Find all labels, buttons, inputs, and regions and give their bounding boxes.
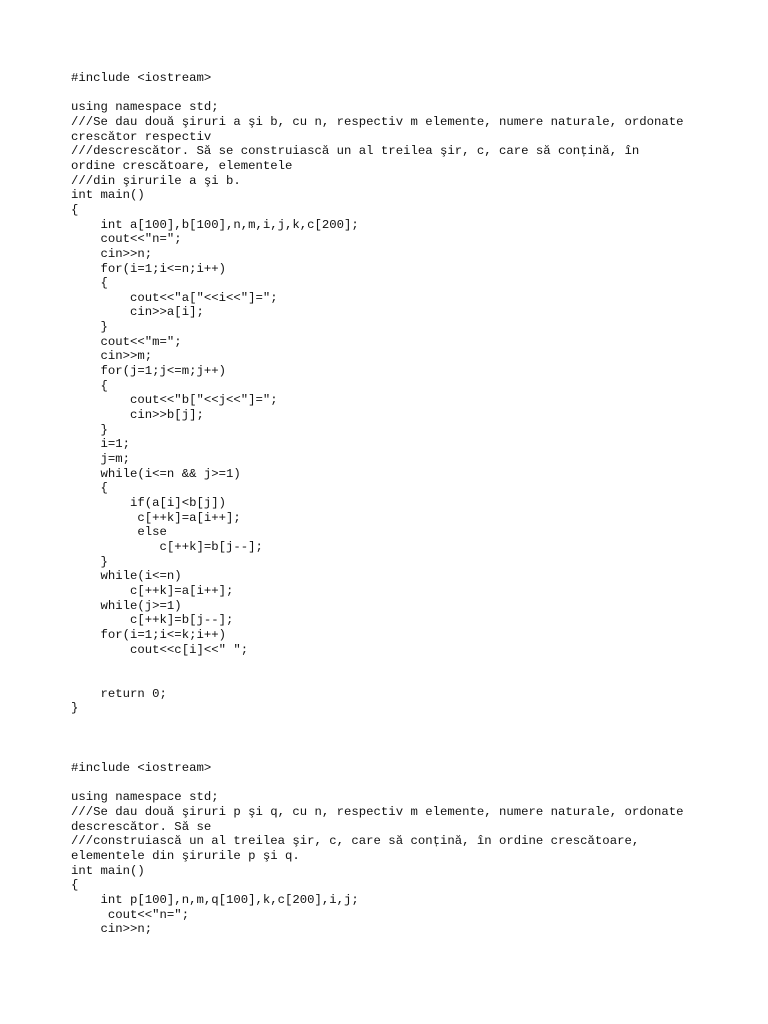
code-line: for(i=1;i<=k;i++) [71,627,226,642]
code-line: ordine crescătoare, elementele [71,158,293,173]
code-line: cout<<"a["<<i<<"]="; [71,290,278,305]
code-line: { [71,202,79,217]
code-line: } [71,422,108,437]
code-line: crescător respectiv [71,129,212,144]
code-line: { [71,878,79,893]
code-line: int a[100],b[100],n,m,i,j,k,c[200]; [71,217,359,232]
code-line: cin>>n; [71,246,153,261]
code-line: ///construiască un al treilea şir, c, care să conțină, în ordine crescătoare, [71,834,640,849]
code-line: c[++k]=a[i++]; [71,583,234,598]
code-block-1 [71,71,684,716]
code-line: if(a[i]<b[j]) [71,496,226,511]
code-line: for(i=1;i<=n;i++) [71,261,226,276]
code-line: ///Se dau două şiruri a şi b, cu n, respectiv m elemente, numere naturale, ordonate [71,114,684,129]
code-line: i=1; [71,437,131,452]
code-line: { [71,276,108,291]
code-line: int main() [71,863,145,878]
code-line: } [71,554,108,569]
code-line: else [71,525,167,540]
code-line: #include <iostream> [71,71,212,85]
code-line: ///descrescător. Să se construiască un al treilea şir, c, care să conțină, în [71,144,640,159]
code-line: } [71,320,108,335]
code-line: descrescător. Să se [71,819,212,834]
code-line: for(j=1;j<=m;j++) [71,364,226,379]
code-line: c[++k]=a[i++]; [71,510,241,525]
code-line: int p[100],n,m,q[100],k,c[200],i,j; [71,892,359,907]
code-line: j=m; [71,452,131,467]
code-line: cin>>n; [71,922,153,937]
code-line: { [71,378,108,393]
code-line: cout<<"m="; [71,334,182,349]
code-line [71,672,684,687]
code-line: cin>>a[i]; [71,305,204,320]
code-line: cin>>b[j]; [71,408,204,423]
code-line: elementele din şirurile p şi q. [71,848,300,863]
code-line: return 0; [71,686,167,701]
code-line: using namespace std; [71,100,219,115]
code-line: cout<<"n="; [71,232,182,247]
code-line: c[++k]=b[j--]; [71,539,263,554]
code-line [71,86,684,101]
code-line [71,657,684,672]
code-line: while(i<=n) [71,569,182,584]
code-line: c[++k]=b[j--]; [71,613,234,628]
code-line: cout<<c[i]<<" "; [71,642,249,657]
code-line: int main() [71,188,145,203]
code-line: } [71,701,79,716]
code-block-2 [71,761,684,937]
code-line: while(i<=n && j>=1) [71,466,241,481]
code-line: cout<<"b["<<j<<"]="; [71,393,278,408]
code-line: cin>>m; [71,349,153,364]
code-line: using namespace std; [71,790,219,805]
code-line: #include <iostream> [71,761,212,775]
code-line: ///din şirurile a şi b. [71,173,241,188]
code-line: ///Se dau două şiruri p şi q, cu n, respectiv m elemente, numere naturale, ordonate [71,804,684,819]
code-line: cout<<"n="; [71,907,190,922]
code-line: while(j>=1) [71,598,182,613]
code-line [71,776,684,791]
code-line: { [71,481,108,496]
